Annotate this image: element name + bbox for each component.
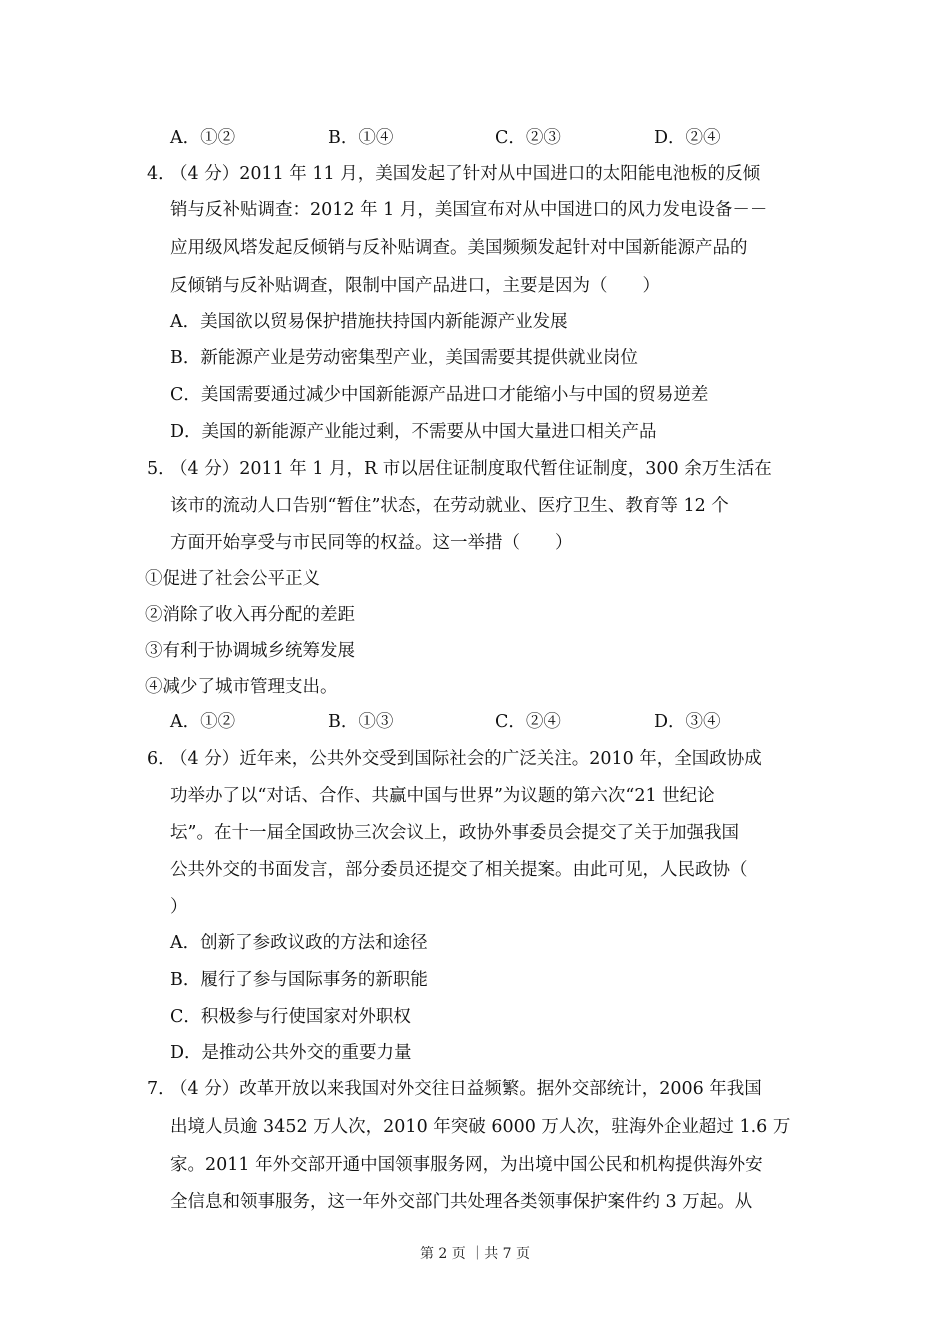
q5-statement: ④减少了城市管理支出。 (145, 677, 338, 697)
q7-stem-line: 全信息和领事服务，这一年外交部门共处理各类领事保护案件约 3 万起。从 (170, 1192, 753, 1212)
q3-option-c: C．②③ (495, 128, 561, 148)
q4-option-c: C．美国需要通过减少中国新能源产品进口才能缩小与中国的贸易逆差 (170, 385, 709, 405)
q5-statement: ①促进了社会公平正义 (145, 569, 320, 589)
q3-options (0, 126, 950, 150)
q5-statement: ②消除了收入再分配的差距 (145, 605, 355, 625)
q3-option-a: A．①② (170, 128, 236, 148)
q7-stem-line: （4 分）改革开放以来我国对外交往日益频繁。据外交部统计，2006 年我国 (170, 1079, 762, 1099)
q6-stem-line: 坛”。在十一届全国政协三次会议上，政协外事委员会提交了关于加强我国 (170, 823, 739, 843)
q4-option-b: B．新能源产业是劳动密集型产业，美国需要其提供就业岗位 (170, 348, 638, 368)
q5-option-b: B．①③ (328, 712, 394, 732)
q6-option-c: C．积极参与行使国家对外职权 (170, 1007, 411, 1027)
q7-number: 7． (147, 1079, 176, 1099)
q6-option-d: D．是推动公共外交的重要力量 (170, 1043, 412, 1063)
q3-option-d: D．②④ (654, 128, 721, 148)
q4-stem-line: （4 分）2011 年 11 月，美国发起了针对从中国进口的太阳能电池板的反倾 (170, 164, 761, 184)
q6-option-a: A．创新了参政议政的方法和途径 (170, 933, 428, 953)
q5-options (0, 710, 950, 734)
q6-stem-line: 公共外交的书面发言，部分委员还提交了相关提案。由此可见，人民政协（ (170, 860, 748, 880)
q5-option-c: C．②④ (495, 712, 561, 732)
q6-stem-line: （4 分）近年来，公共外交受到国际社会的广泛关注。2010 年，全国政协成 (170, 749, 762, 769)
q5-stem-line: 该市的流动人口告别“暂住”状态，在劳动就业、医疗卫生、教育等 12 个 (170, 496, 729, 516)
q4-stem-line: 销与反补贴调查：2012 年 1 月，美国宣布对从中国进口的风力发电设备－－ (170, 200, 768, 220)
q4-stem-line: 应用级风塔发起反倾销与反补贴调查。美国频频发起针对中国新能源产品的 (170, 238, 748, 258)
q3-option-b: B．①④ (328, 128, 394, 148)
q7-stem-line: 家。2011 年外交部开通中国领事服务网，为出境中国公民和机构提供海外安 (170, 1155, 763, 1175)
q5-option-d: D．③④ (654, 712, 721, 732)
q6-option-b: B．履行了参与国际事务的新职能 (170, 970, 428, 990)
q5-stem-line: 方面开始享受与市民同等的权益。这一举措（ ） (170, 533, 573, 553)
q4-number: 4． (147, 164, 176, 184)
q5-number: 5． (147, 459, 176, 479)
q6-number: 6． (147, 749, 176, 769)
q5-stem-line: （4 分）2011 年 1 月，R 市以居住证制度取代暂住证制度，300 余万生活在 (170, 459, 772, 479)
q4-stem-line: 反倾销与反补贴调查，限制中国产品进口，主要是因为（ ） (170, 276, 660, 296)
q4-option-d: D．美国的新能源产业能过剩，不需要从中国大量进口相关产品 (170, 422, 657, 442)
q7-stem-line: 出境人员逾 3452 万人次，2010 年突破 6000 万人次，驻海外企业超过 1.6 万 (170, 1117, 791, 1137)
page-footer: 第 2 页 ｜共 7 页 (419, 1246, 531, 1262)
q4-option-a: A．美国欲以贸易保护措施扶持国内新能源产业发展 (170, 312, 568, 332)
q5-statement: ③有利于协调城乡统筹发展 (145, 641, 355, 661)
q6-stem-line: ） (170, 897, 188, 917)
q6-stem-line: 功举办了以“对话、合作、共赢中国与世界”为议题的第六次“21 世纪论 (170, 786, 715, 806)
q5-option-a: A．①② (170, 712, 236, 732)
